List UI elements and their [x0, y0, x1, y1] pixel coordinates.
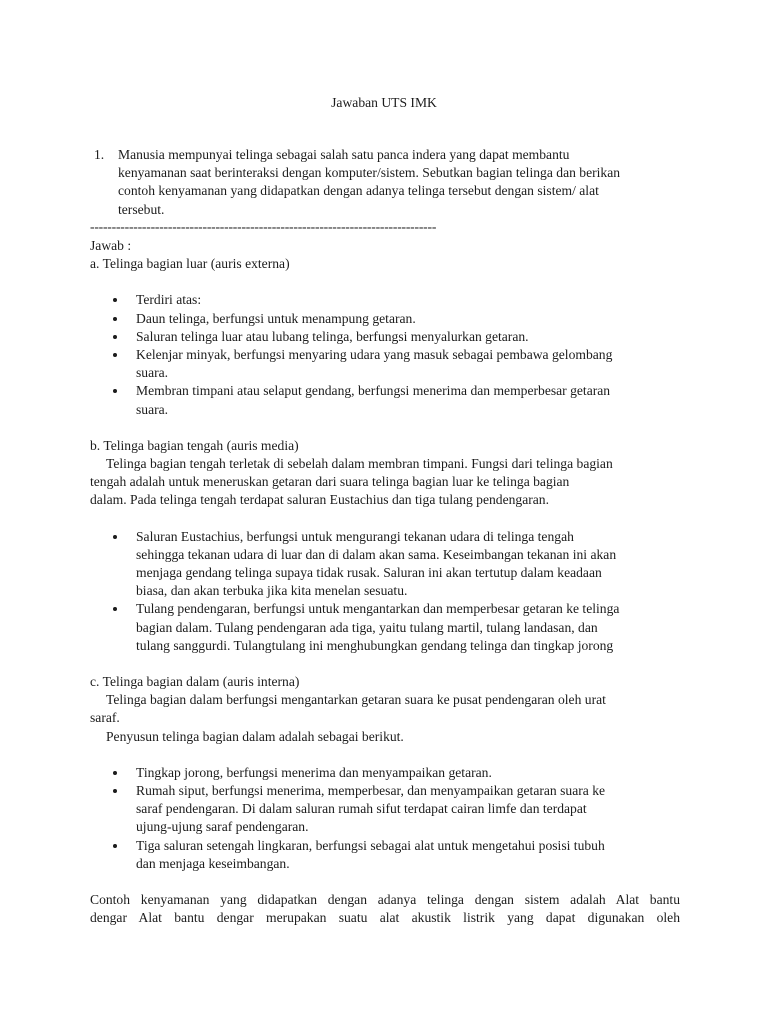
answer-label: Jawab :: [90, 238, 132, 253]
section-a-heading: a. Telinga bagian luar (auris externa): [90, 256, 290, 272]
section-c-list: [90, 764, 680, 873]
separator-line: --------------------------------------------------------------------------------: [90, 219, 437, 234]
paragraph-line: saraf.: [90, 710, 120, 726]
document-title: Jawaban UTS IMK: [331, 95, 437, 110]
list-item-text: Tiga saluran setengah lingkaran, berfungsi sebagai alat untuk mengetahui posisi tubuh: [136, 837, 605, 853]
question-line: tersebut.: [118, 201, 165, 217]
list-item-text: Membran timpani atau selaput gendang, berfungsi menerima dan memperbesar getaran: [136, 383, 611, 399]
paragraph-line: dengar Alat bantu dengar merupakan suatu alat akustik listrik yang dapat digunakan oleh: [90, 910, 680, 926]
question-1: [90, 146, 680, 219]
question-line: contoh kenyamanan yang didapatkan dengan adanya telinga tersebut dengan sistem/ alat: [118, 183, 599, 199]
list-item-text: biasa, dan akan terbuka jika kita menelan sesuatu.: [136, 583, 408, 599]
question-text: [118, 146, 680, 219]
section-c-heading: c. Telinga bagian dalam (auris interna): [90, 674, 300, 690]
paragraph-line: Penyusun telinga bagian dalam adalah sebagai berikut.: [106, 728, 404, 744]
list-item-text: suara.: [136, 401, 169, 417]
list-item: [90, 291, 680, 309]
section-b-list: [90, 528, 680, 655]
list-item-text: suara.: [136, 365, 169, 381]
paragraph-line: Contoh kenyamanan yang didapatkan dengan adanya telinga dengan sistem adalah Alat bantu: [90, 892, 680, 908]
list-item: [90, 382, 680, 418]
list-item-text: Saluran Eustachius, berfungsi untuk mengurangi tekanan udara di telinga tengah: [136, 528, 574, 544]
list-item: [90, 782, 680, 837]
paragraph-line: tengah adalah untuk meneruskan getaran dari suara telinga bagian luar ke telinga bagian: [90, 474, 570, 490]
list-item-text: Tingkap jorong, berfungsi menerima dan menyampaikan getaran.: [136, 764, 492, 780]
section-a-list: [90, 291, 680, 418]
list-item-text: Rumah siput, berfungsi menerima, memperbesar, dan menyampaikan getaran suara ke: [136, 783, 606, 799]
list-item-text: menjaga gendang telinga supaya tidak rusak. Saluran ini akan tertutup dalam keadaan: [136, 565, 602, 581]
list-item-text: saraf pendengaran. Di dalam saluran rumah sifut terdapat cairan limfe dan terdapat: [136, 801, 587, 817]
paragraph-line: Telinga bagian dalam berfungsi mengantarkan getaran suara ke pusat pendengaran oleh urat: [106, 692, 606, 708]
list-item-text: bagian dalam. Tulang pendengaran ada tiga, yaitu tulang martil, tulang landasan, dan: [136, 619, 598, 635]
list-item-text: ujung-ujung saraf pendengaran.: [136, 819, 309, 835]
answer-body: [90, 237, 680, 928]
section-c-paragraph: [90, 691, 680, 746]
list-item-text: Tulang pendengaran, berfungsi untuk mengantarkan dan memperbesar getaran ke telinga: [136, 601, 620, 617]
list-item-text: Daun telinga, berfungsi untuk menampung getaran.: [136, 310, 416, 326]
list-item: [90, 328, 680, 346]
section-b-paragraph: [90, 455, 680, 510]
list-item: [90, 310, 680, 328]
list-item-text: Terdiri atas:: [136, 292, 202, 308]
paragraph-line: dalam. Pada telinga tengah terdapat saluran Eustachius dan tiga tulang pendengaran.: [90, 492, 550, 508]
section-b-heading: b. Telinga bagian tengah (auris media): [90, 437, 299, 453]
conclusion-paragraph: [90, 891, 680, 927]
list-item: [90, 600, 680, 655]
paragraph-line: Telinga bagian tengah terletak di sebelah dalam membran timpani. Fungsi dari telinga bagian: [106, 456, 613, 472]
list-item: [90, 346, 680, 382]
list-item-text: dan menjaga keseimbangan.: [136, 855, 290, 871]
list-item-text: Saluran telinga luar atau lubang telinga, berfungsi menyalurkan getaran.: [136, 328, 529, 344]
list-item-text: Kelenjar minyak, berfungsi menyaring udara yang masuk sebagai pembawa gelombang: [136, 347, 613, 363]
list-item-text: sehingga tekanan udara di luar dan di dalam akan sama. Keseimbangan tekanan ini akan: [136, 546, 617, 562]
question-line: Manusia mempunyai telinga sebagai salah satu panca indera yang dapat membantu: [118, 147, 570, 162]
list-item: [90, 528, 680, 601]
question-line: kenyamanan saat berinteraksi dengan komputer/sistem. Sebutkan bagian telinga dan berikan: [118, 165, 621, 181]
list-item-text: tulang sanggurdi. Tulangtulang ini menghubungkan gendang telinga dan tingkap jorong: [136, 637, 614, 653]
list-item: [90, 764, 680, 782]
question-number: 1.: [94, 147, 105, 162]
list-item: [90, 837, 680, 873]
